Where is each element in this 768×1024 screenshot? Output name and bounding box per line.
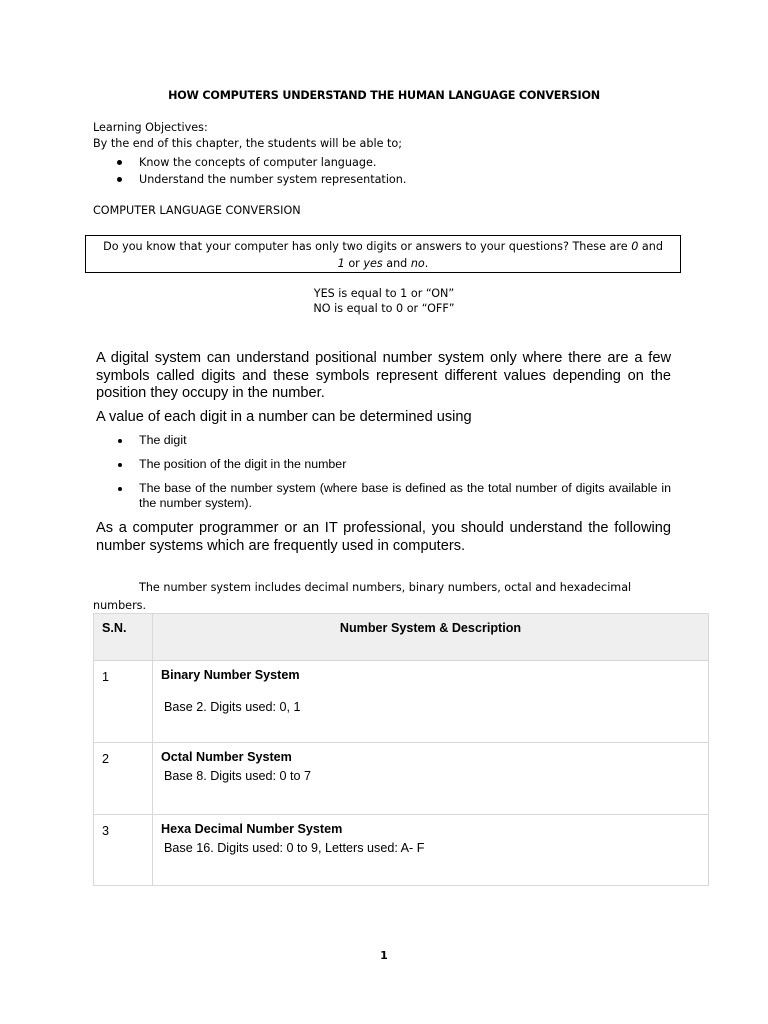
column-header-description: Number System & Description [153,614,709,661]
objectives-list [93,154,406,188]
table-row [94,815,709,886]
system-description: Base 2. Digits used: 0, 1 [164,700,301,714]
yes-no-definitions [0,286,768,316]
row-number: 2 [94,743,153,815]
section-heading: COMPUTER LANGUAGE CONVERSION [93,204,301,217]
callout-box [85,235,681,273]
bullet-item: The digit [96,433,671,448]
table-header-row [94,614,709,661]
system-name: Hexa Decimal Number System [161,822,343,836]
digit-value-list [96,433,671,511]
system-description: Base 8. Digits used: 0 to 7 [164,769,312,783]
callout-yes: yes [363,257,383,270]
objective-item: Know the concepts of computer language. [93,154,406,171]
table-intro: The number system includes decimal numbers, binary numbers, octal and hexadecimal numbers. [93,581,632,612]
callout-zero: 0 [631,240,639,253]
row-content [153,661,709,743]
number-system-table [93,613,709,886]
table-row [94,661,709,743]
column-header-sn: S.N. [94,614,153,661]
system-description: Base 16. Digits used: 0 to 9, Letters used: A- F [164,841,425,855]
objective-item: Understand the number system representation. [93,171,406,188]
callout-text: Do you know that your computer has only two digits or answers to your questions? These are [103,240,632,253]
row-number: 1 [94,661,153,743]
row-number: 3 [94,815,153,886]
paragraph-digit-value: A value of each digit in a number can be determined using [96,409,472,425]
no-line: NO is equal to 0 or “OFF” [313,302,455,315]
yes-line: YES is equal to 1 or “ON” [313,287,455,300]
bullet-item: The position of the digit in the number [96,457,671,472]
objectives-heading: Learning Objectives: [93,121,208,134]
callout-and: and [638,240,663,253]
objectives-intro: By the end of this chapter, the students will be able to; [93,137,403,150]
document-title: HOW COMPUTERS UNDERSTAND THE HUMAN LANGUAGE CONVERSION [168,89,600,102]
paragraph-digital-system: A digital system can understand positional number system only where there are a few symbols called digits and these symbols represent different values depending on the position they occupy in the number. [96,350,671,401]
callout-one: 1 [337,257,345,270]
system-name: Binary Number System [161,668,300,682]
callout-or: or [344,257,364,270]
system-name: Octal Number System [161,750,292,764]
bullet-item: The base of the number system (where base is defined as the total number of digits available in the number system). [96,481,671,511]
row-content [153,815,709,886]
callout-period: . [424,257,429,270]
row-content [153,743,709,815]
paragraph-programmer: As a computer programmer or an IT professional, you should understand the following number systems which are frequently used in computers. [96,520,671,554]
callout-and-2: and [382,257,411,270]
page-number: 1 [380,949,388,962]
table-row [94,743,709,815]
callout-no: no [410,257,425,270]
